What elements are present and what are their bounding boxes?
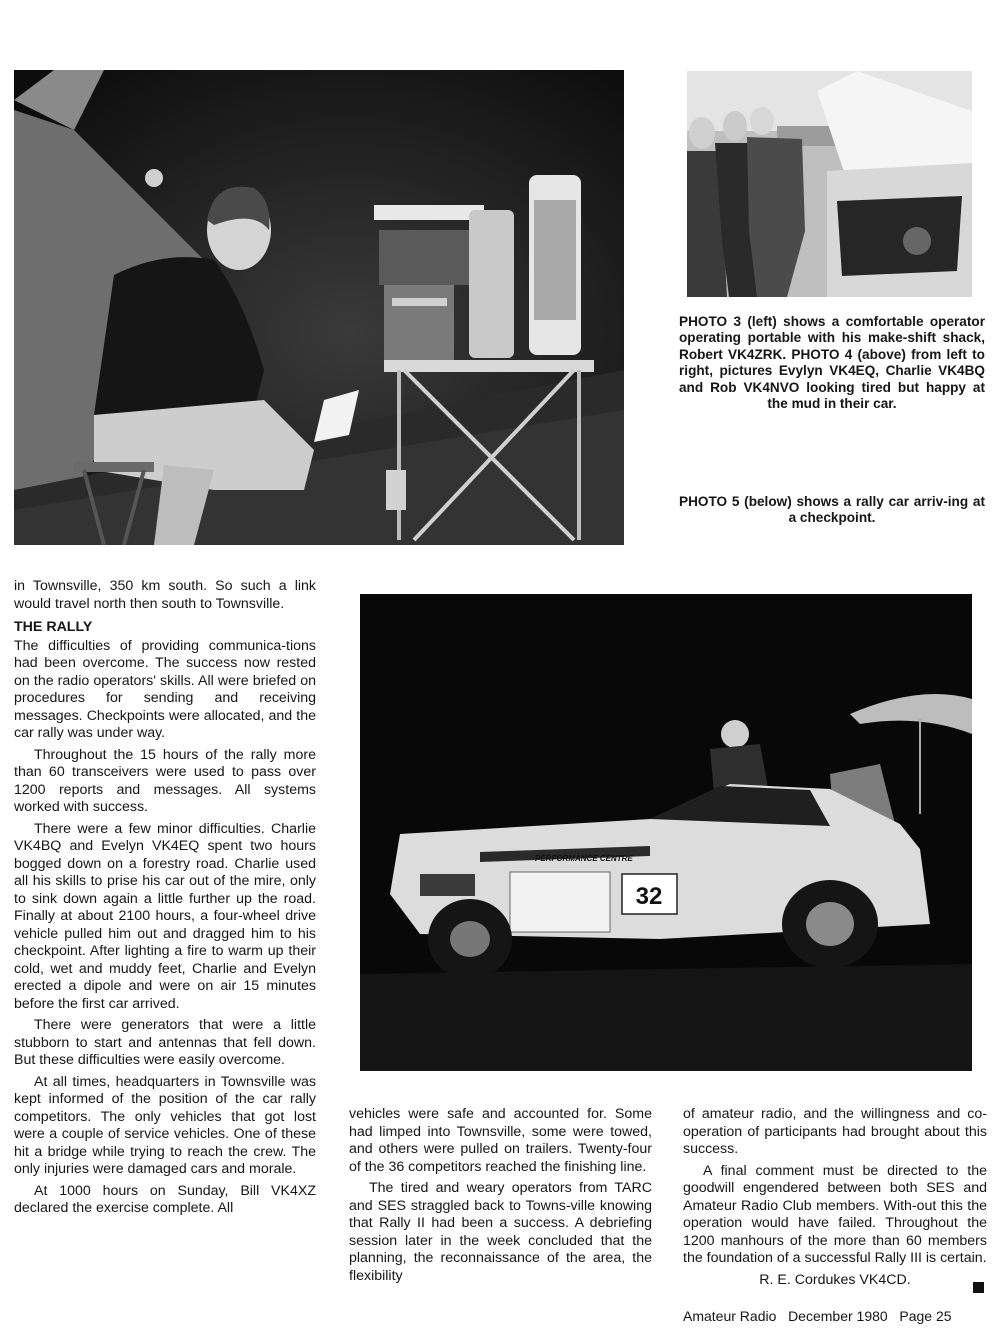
col3-paragraph-2: A final comment must be directed to the goodwill engendered between both SES and Amateur Radio Club members. With-out this the operation would have failed. Throughout the 1200 manhours of the more than 60 members the foundation of a successful Rally III is certain.: [683, 1162, 987, 1266]
photo-3-4-caption: PHOTO 3 (left) shows a comfortable operator operating portable with his make-shift shack, Robert VK4ZRK. PHOTO 4 (above) from left to right, pictures Evylyn VK4EQ, Charlie VK4BQ and Rob VK4NVO looking tired but happy at the mud in their car.: [679, 314, 985, 412]
page-footer: [683, 1308, 952, 1324]
col3-paragraph-1: of amateur radio, and the willingness and co-operation of participants had brought about this success.: [683, 1106, 987, 1157]
col2-paragraph-1: vehicles were safe and accounted for. Some had limped into Townsville, some were towed, and others were pulled on trailers. Twenty-four of the 36 competitors reached the finishing line.: [349, 1106, 652, 1175]
author-signature: R. E. Cordukes VK4CD.: [759, 1271, 911, 1288]
col1-paragraph-4: There were generators that were a little stubborn to start and antennas that fell down. But these difficulties were easily overcome.: [14, 1017, 316, 1068]
car-number: 32: [635, 883, 663, 910]
section-heading-the-rally: THE RALLY: [14, 619, 93, 635]
col1-paragraph-5: At all times, headquarters in Townsville was kept informed of the position of the car rally competitors. The only vehicles that got lost were a couple of service vehicles. One of these hit a bridge while trying to reach the crew. The only injuries were damaged cars and morale.: [14, 1073, 316, 1177]
end-of-article-mark: [973, 1282, 984, 1293]
article-column-2: [349, 1106, 652, 1289]
col1-paragraph-2: Throughout the 15 hours of the rally more than 60 transceivers were used to pass over 1200 reports and messages. All systems worked with success.: [14, 746, 316, 815]
photo-3-operator: [14, 70, 624, 545]
col1-paragraph-1: The difficulties of providing communica-tions had been overcome. The success now rested on the radio operators' skills. All were briefed on procedures for sending and receiving messages. Checkpoints were allocated, and the car rally was under way.: [14, 637, 316, 741]
col2-paragraph-2: The tired and weary operators from TARC and SES straggled back to Towns-ville knowing that Rally II had been a success. A debriefing session later in the week concluded that the planning, the reconnaissance of the area, the flexibility: [349, 1180, 652, 1284]
article-column-3: [683, 1106, 987, 1293]
footer-magazine: Amateur Radio: [683, 1308, 777, 1324]
article-column-1: [14, 578, 316, 1222]
col1-paragraph-3: There were a few minor difficulties. Charlie VK4BQ and Evelyn VK4EQ spent two hours bogged down on a forestry road. Charlie used all his skills to prise his car out of the mire, only to sink down again a little further up the road. Finally at about 2100 hours, a four-wheel drive vehicle pulled him out and dragged him to his checkpoint. After lighting a fire to warm up their cold, wet and muddy feet, Charlie and Evelyn erected a dipole and were on air 15 minutes before the first car arrived.: [14, 820, 316, 1012]
photo-5-caption: PHOTO 5 (below) shows a rally car arriv-ing at a checkpoint.: [679, 494, 985, 526]
col1-paragraph-6: At 1000 hours on Sunday, Bill VK4XZ declared the exercise complete. All: [14, 1182, 316, 1216]
col1-paragraph-0: in Townsville, 350 km south. So such a link would travel north then south to Townsville.: [14, 578, 316, 612]
footer-issue: December 1980: [788, 1308, 888, 1324]
footer-page-number: Page 25: [899, 1308, 952, 1324]
photo-4-team-with-car: [687, 71, 972, 297]
photo-5-rally-car: [360, 594, 972, 1071]
car-stripe-text: PERFORMANCE CENTRE: [535, 854, 633, 863]
